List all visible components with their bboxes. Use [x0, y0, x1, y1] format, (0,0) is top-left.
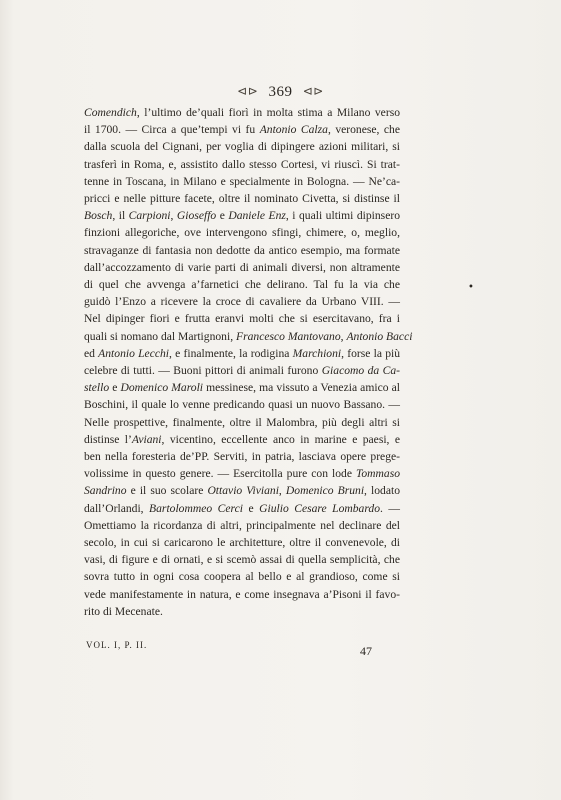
text-line	[84, 310, 400, 327]
text-run: Omettiamo la ricordanza di altri, principalmente nel declinare del	[84, 518, 400, 532]
text-run: , vicentino, eccellente anco in marine e paesi, e	[161, 432, 400, 446]
signature-mark: 47	[360, 644, 372, 658]
text-run: ed	[84, 346, 99, 360]
text-line	[84, 586, 400, 603]
text-line	[84, 156, 400, 173]
text-line	[84, 448, 400, 465]
text-run: finzioni allegoriche, ove intervengono sfingi, chimere, o, meglio,	[84, 226, 400, 240]
italic-name: Carpioni	[128, 209, 171, 223]
text-line	[84, 138, 400, 155]
text-run: stravaganze di fantasia non dedotte da antico esempio, ma formate	[84, 243, 400, 257]
text-run: , il	[112, 209, 129, 223]
text-line	[84, 396, 400, 413]
italic-name: Francesco Mantovano	[236, 329, 341, 343]
text-run: messinese, ma vissuto a Venezia amico al	[203, 381, 400, 395]
text-run: ben nella foresteria de’PP. Serviti, in patria, lasciava opere prege-	[84, 450, 400, 464]
text-line	[84, 517, 400, 534]
text-run: dall’Orlandi,	[84, 501, 150, 515]
text-run: di quel che avvenga a’farnetici che delirano. Tal fu la via che	[84, 278, 400, 292]
text-run: vasi, di figure e di ornati, e si scemò assai di quella semplicità, che	[84, 553, 400, 567]
italic-name: Antonio Calza	[259, 123, 328, 137]
text-run: sovra tutto in ogni cosa coopera al bello e al grandioso, come si	[84, 570, 400, 584]
text-run: dalla scuola del Cignani, per voglia di dipingere azioni militari, si	[84, 140, 400, 154]
text-line	[84, 551, 400, 568]
text-run: e	[216, 209, 229, 223]
italic-name: stello	[84, 381, 110, 395]
italic-name: Daniele Enz	[228, 209, 286, 223]
text-line	[84, 534, 400, 551]
text-run: , e finalmente, la rodigina	[169, 346, 293, 360]
text-run: vede manifestamente in natura, e come insegnava a’Pisoni il favo-	[84, 587, 400, 601]
text-run: volissime in questo genere. — Esercitolla pure con lode	[84, 467, 356, 481]
text-run: ,	[170, 209, 177, 223]
text-run: Nel dipinger fiori e frutta eranvi molti che si esercitavano, fra i	[84, 312, 400, 326]
text-run: e	[242, 501, 260, 515]
text-run: guidò l’Enzo a ricevere la croce di cavaliere da Urbano VIII. —	[84, 295, 400, 309]
italic-name: Domenico Maroli	[120, 381, 204, 395]
italic-name: Sandrino	[84, 484, 127, 498]
text-run: tenne in Toscana, in Milano e specialmente in Bologna. — Ne’ca-	[84, 174, 400, 188]
italic-name: Aviani	[131, 432, 162, 446]
text-line	[84, 242, 400, 259]
text-run: , veronese, che	[327, 123, 400, 137]
italic-name: Domenico Bruni	[285, 484, 365, 498]
text-line	[84, 362, 400, 379]
italic-name: Comendich	[84, 106, 137, 119]
italic-name: Bosch	[84, 209, 113, 223]
text-run: , forse la più	[341, 346, 401, 360]
text-run: Nelle prospettive, finalmente, oltre il Malombra, più degli altri si	[84, 415, 400, 429]
text-run: celebre di tutti. — Buoni pittori di animali furono	[84, 364, 322, 378]
text-line	[84, 379, 400, 396]
text-line	[84, 293, 400, 310]
text-run: ,	[340, 329, 347, 343]
text-line	[84, 414, 400, 431]
italic-name: Giacomo da Ca-	[321, 364, 400, 378]
italic-name: Antonio Bacci	[346, 329, 413, 343]
text-run: e	[109, 381, 121, 395]
text-line	[84, 224, 400, 241]
text-line	[84, 465, 400, 482]
text-run: Boschini, il quale lo venne predicando quasi un nuovo Bassano. —	[84, 398, 400, 412]
volume-label: VOL. I, P. II.	[86, 640, 148, 650]
text-run: pricci e nelle pitture facete, oltre il nominato Civetta, si distinse il	[84, 192, 400, 206]
page-number: 369	[268, 84, 293, 100]
text-run: quali si nomano dal Martignoni,	[84, 329, 236, 343]
text-run: rito di Mecenate.	[84, 604, 163, 618]
page-header	[0, 84, 561, 101]
text-run: , lodato	[364, 484, 401, 498]
text-run: trasferì in Roma, e, assistito dallo stesso Cortesi, vi riuscì. Si trat-	[84, 157, 400, 171]
text-line	[84, 482, 400, 499]
italic-name: Antonio Lecchi	[98, 346, 170, 360]
text-line	[84, 104, 400, 121]
text-line	[84, 173, 400, 190]
text-line	[84, 603, 400, 620]
ornament-left: ⊲⊳	[237, 84, 259, 98]
italic-name: Tommaso	[355, 467, 400, 481]
text-line	[84, 431, 400, 448]
italic-name: Giulio Cesare Lombardo	[259, 501, 381, 515]
text-run: . —	[380, 501, 400, 515]
text-run: , l’ultimo de’quali fiorì in molta stima a Milano verso	[136, 106, 400, 119]
text-line	[84, 276, 400, 293]
italic-name: Marchioni	[292, 346, 342, 360]
text-line	[84, 568, 400, 585]
text-run: e il suo scolare	[126, 484, 208, 498]
text-line	[84, 207, 400, 224]
text-run: il 1700. — Circa a que’tempi vi fu	[84, 123, 260, 137]
body-text	[84, 104, 413, 620]
italic-name: Ottavio Viviani	[207, 484, 279, 498]
text-run: secolo, in cui si caricarono le architetture, oltre il convenevole, di	[84, 536, 400, 550]
text-line	[84, 345, 400, 362]
text-run: ,	[278, 484, 286, 498]
text-line	[84, 190, 400, 207]
text-line	[84, 121, 400, 138]
text-line	[84, 328, 413, 345]
ornament-right: ⊲⊳	[302, 84, 324, 98]
italic-name: Bartolommeo Cerci	[149, 501, 243, 515]
italic-name: Gioseffo	[176, 209, 217, 223]
text-run: dall’accozzamento di varie parti di animali diversi, non altramente	[84, 260, 400, 274]
text-run: , i quali ultimi dipinsero	[285, 209, 401, 223]
text-line	[84, 500, 400, 517]
text-run: distinse l’	[84, 432, 132, 446]
text-line	[84, 259, 400, 276]
margin-mark: •	[468, 282, 474, 293]
